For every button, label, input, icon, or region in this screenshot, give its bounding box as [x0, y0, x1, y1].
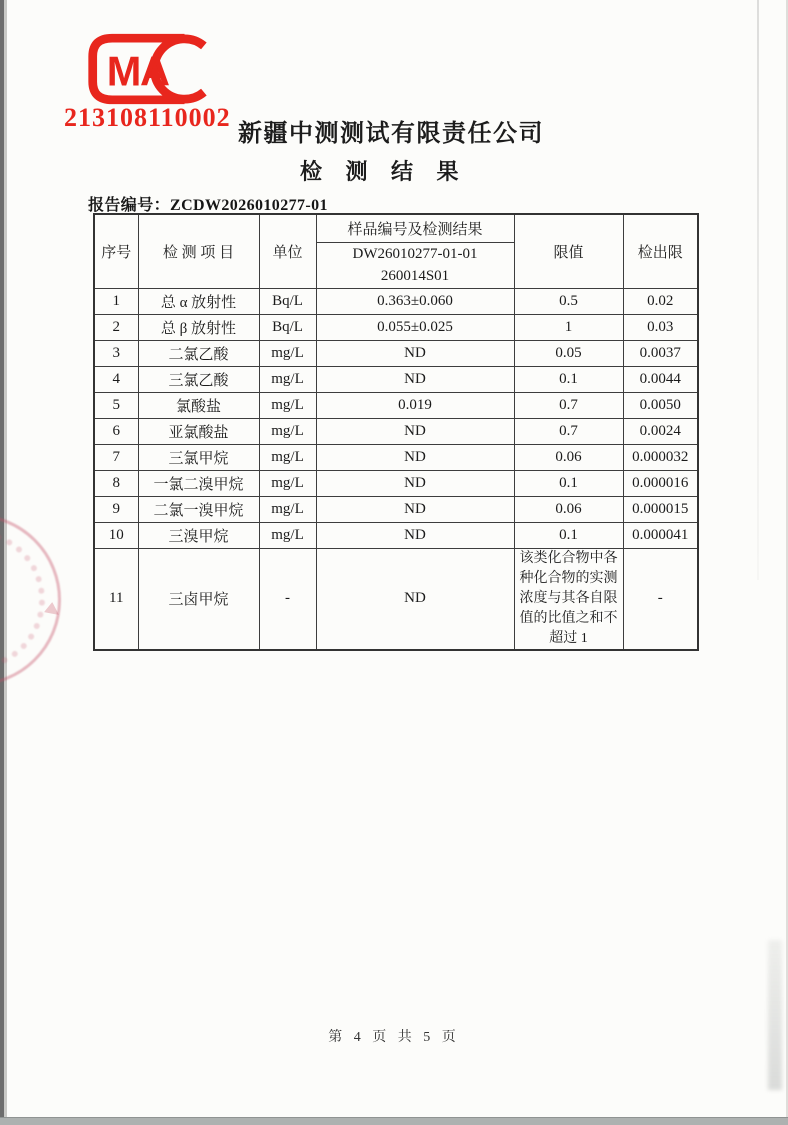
report-number-value: ZCDW2026010277-01: [170, 197, 328, 214]
cell-unit: mg/L: [259, 418, 316, 444]
cma-logo: [84, 30, 218, 108]
table-row: [94, 392, 698, 418]
cell-result: ND: [316, 366, 514, 392]
cell-item: 二氯一溴甲烷: [138, 496, 259, 522]
cell-limit: 0.1: [514, 470, 623, 496]
cell-detection-limit: 0.03: [623, 314, 698, 340]
cell-item: 亚氯酸盐: [138, 418, 259, 444]
cell-limit: 0.7: [514, 392, 623, 418]
cell-seq: 4: [94, 366, 138, 392]
cell-item: 一氯二溴甲烷: [138, 470, 259, 496]
sample-id-cell: [316, 242, 514, 288]
col-header-item: 检 测 项 目: [138, 214, 259, 288]
scan-artifact-streak: [757, 0, 759, 580]
cell-detection-limit: 0.000015: [623, 496, 698, 522]
table-row: [94, 418, 698, 444]
report-number-label: 报告编号：: [88, 197, 171, 214]
scan-artifact-smudge: [768, 940, 782, 1090]
col-header-detection-limit: 检出限: [623, 214, 698, 288]
cell-item: 氯酸盐: [138, 392, 259, 418]
table-row: [94, 314, 698, 340]
cma-logo-icon: [84, 30, 218, 108]
cell-limit: 0.5: [514, 288, 623, 314]
cell-unit: mg/L: [259, 340, 316, 366]
cell-unit: mg/L: [259, 522, 316, 548]
cell-seq: 1: [94, 288, 138, 314]
cell-item: 总 α 放射性: [138, 288, 259, 314]
cell-detection-limit: 0.0044: [623, 366, 698, 392]
report-number-line: [88, 192, 328, 215]
results-table: [93, 213, 699, 651]
cell-result: 0.019: [316, 392, 514, 418]
cell-result: ND: [316, 340, 514, 366]
col-header-unit: 单位: [259, 214, 316, 288]
sample-id-line1: DW26010277-01-01: [352, 246, 478, 262]
cell-limit: 0.06: [514, 444, 623, 470]
scan-edge-bottom: [0, 1118, 788, 1125]
cell-result: ND: [316, 418, 514, 444]
cell-seq: 8: [94, 470, 138, 496]
cell-unit: -: [259, 548, 316, 650]
table-row: [94, 522, 698, 548]
cell-detection-limit: 0.0037: [623, 340, 698, 366]
cell-result: ND: [316, 496, 514, 522]
cell-unit: mg/L: [259, 470, 316, 496]
col-header-limit: 限值: [514, 214, 623, 288]
cma-logo-text: MA: [106, 47, 169, 95]
cell-detection-limit: 0.000032: [623, 444, 698, 470]
cell-limit: 0.06: [514, 496, 623, 522]
col-header-sample-group: 样品编号及检测结果: [316, 214, 514, 242]
cell-seq: 2: [94, 314, 138, 340]
table-row: [94, 366, 698, 392]
col-header-seq: 序号: [94, 214, 138, 288]
table-row: [94, 288, 698, 314]
cell-unit: mg/L: [259, 366, 316, 392]
cell-detection-limit: 0.000041: [623, 522, 698, 548]
cell-seq: 10: [94, 522, 138, 548]
cell-seq: 3: [94, 340, 138, 366]
table-row: [94, 548, 698, 650]
cell-seq: 7: [94, 444, 138, 470]
cell-result: ND: [316, 548, 514, 650]
cell-result: ND: [316, 470, 514, 496]
cell-limit: 0.1: [514, 366, 623, 392]
cell-detection-limit: -: [623, 548, 698, 650]
cell-result: 0.363±0.060: [316, 288, 514, 314]
cma-certificate-number: 213108110002: [64, 103, 231, 132]
page-title: 检 测 结 果: [300, 159, 468, 184]
cell-seq: 11: [94, 548, 138, 650]
cell-unit: mg/L: [259, 392, 316, 418]
cell-unit: Bq/L: [259, 288, 316, 314]
cell-detection-limit: 0.0050: [623, 392, 698, 418]
table-row: [94, 496, 698, 522]
company-name: 新疆中测测试有限责任公司: [238, 121, 544, 147]
cell-item: 三氯甲烷: [138, 444, 259, 470]
cell-limit: 0.7: [514, 418, 623, 444]
cell-result: 0.055±0.025: [316, 314, 514, 340]
cell-unit: Bq/L: [259, 314, 316, 340]
cell-limit: 该类化合物中各种化合物的实测浓度与其各自限值的比值之和不超过 1: [514, 548, 623, 650]
cell-detection-limit: 0.0024: [623, 418, 698, 444]
cell-detection-limit: 0.000016: [623, 470, 698, 496]
page-number-text: 第 4 页 共 5 页: [328, 1030, 460, 1045]
cell-seq: 5: [94, 392, 138, 418]
cell-limit: 0.05: [514, 340, 623, 366]
page-number: [0, 1026, 788, 1046]
cell-detection-limit: 0.02: [623, 288, 698, 314]
cell-item: 二氯乙酸: [138, 340, 259, 366]
red-seal-stamp: [0, 514, 61, 686]
cell-limit: 1: [514, 314, 623, 340]
table-row: [94, 444, 698, 470]
cell-unit: mg/L: [259, 444, 316, 470]
table-row: [94, 470, 698, 496]
cell-result: ND: [316, 522, 514, 548]
cell-item: 三卤甲烷: [138, 548, 259, 650]
cell-item: 总 β 放射性: [138, 314, 259, 340]
cell-unit: mg/L: [259, 496, 316, 522]
cell-item: 三溴甲烷: [138, 522, 259, 548]
cell-result: ND: [316, 444, 514, 470]
sample-id-line2: 260014S01: [380, 268, 450, 284]
table-row: [94, 340, 698, 366]
cell-seq: 6: [94, 418, 138, 444]
cell-item: 三氯乙酸: [138, 366, 259, 392]
cell-limit: 0.1: [514, 522, 623, 548]
cell-seq: 9: [94, 496, 138, 522]
